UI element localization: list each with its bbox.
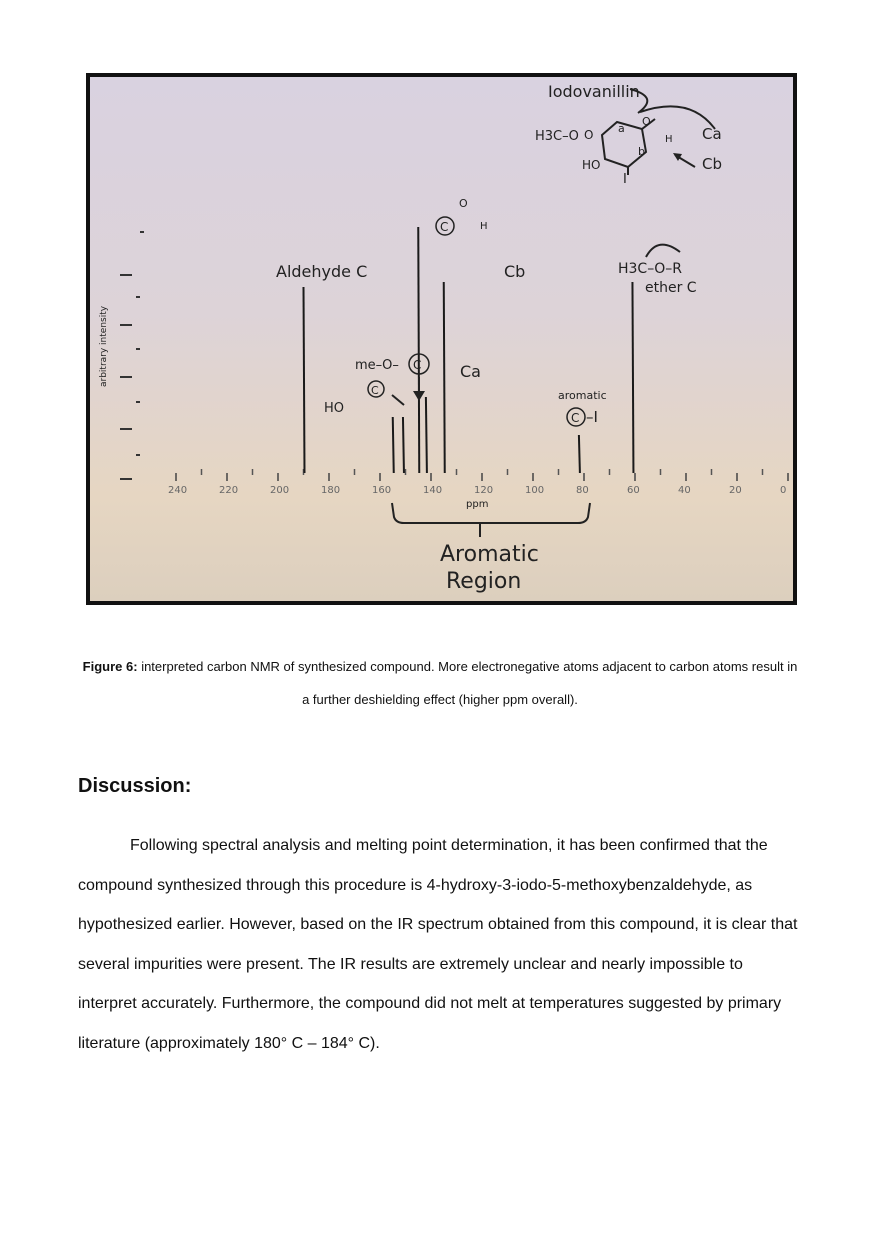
x-tick-label: 140 — [423, 485, 443, 496]
x-tick-label: 200 — [270, 485, 290, 496]
carbonyl-h-label: H — [480, 221, 488, 232]
x-axis — [168, 469, 788, 496]
x-tick-label: 100 — [525, 485, 545, 496]
x-tick-label: 120 — [474, 485, 494, 496]
cb-peak-label: Cb — [504, 262, 526, 281]
discussion-text: Following spectral analysis and melting point determination, it has been confirmed that the compound synthesized through this procedure is 4-hydroxy-3-iodo-5-methoxybenzaldehyde, as hypothesized earlier. However, based on the IR spectrum obtained from this compound, it is clear that several impurities were present. The IR results are extremely unclear and nearly impossible to interpret accurately. Furthermore, the compound did not melt at temperatures suggested by primary literature (approximately 180° C – 184° C). — [78, 837, 798, 1052]
nmr-peak — [579, 435, 580, 473]
caption-text: interpreted carbon NMR of synthesized compound. More electronegative atoms adjacent to carbon atoms result in a further deshielding effect (higher ppm overall). — [137, 659, 798, 707]
nmr-peak — [444, 282, 445, 473]
discussion-paragraph — [78, 826, 802, 1064]
x-axis-label: ppm — [466, 499, 489, 510]
aromatic-region-brace — [392, 503, 590, 523]
aromatic-region-label-2: Region — [446, 569, 522, 594]
x-tick-label: 240 — [168, 485, 188, 496]
nmr-peak — [632, 282, 633, 473]
aromatic-label: aromatic — [558, 389, 607, 402]
structure-hydroxy: HO — [582, 158, 601, 172]
ca-peak-label: Ca — [460, 362, 481, 381]
y-axis-label: arbitrary intensity — [99, 305, 109, 387]
aldehyde-c-label: Aldehyde C — [276, 262, 368, 281]
structure-ring-b: b — [638, 145, 645, 158]
structure-ring-o: O — [584, 128, 594, 142]
nmr-peak — [304, 287, 305, 473]
meo-label: me–O– — [355, 358, 399, 373]
x-tick-label: 60 — [627, 485, 640, 496]
x-tick-label: 160 — [372, 485, 392, 496]
structure-title: Iodovanillin — [548, 82, 640, 101]
x-tick-label: 20 — [729, 485, 742, 496]
nmr-peak — [393, 417, 394, 473]
meo-c-label: C — [413, 358, 422, 372]
nmr-peak — [403, 417, 404, 473]
x-tick-label: 0 — [780, 485, 787, 496]
aromatic-ci-label: –I — [586, 408, 598, 426]
ho-label: HO — [324, 401, 345, 416]
caption-label: Figure 6: — [82, 659, 138, 674]
x-tick-label: 80 — [576, 485, 589, 496]
structure-cb-label: Cb — [702, 155, 722, 173]
structure-iodine: I — [623, 172, 627, 187]
aromatic-region-label: Aromatic — [440, 542, 539, 567]
carbonyl-c-label: C — [440, 220, 449, 234]
structure-ca-label: Ca — [702, 125, 722, 143]
ho-c-label: C — [371, 384, 379, 397]
structure-aldehyde-h: H — [665, 134, 673, 145]
structure-carbonyl-o: O — [642, 115, 651, 128]
nmr-figure — [86, 73, 797, 605]
ether-c-label: ether C — [645, 280, 697, 296]
x-tick-label: 220 — [219, 485, 239, 496]
structure-methoxy: H3C–O — [535, 129, 579, 144]
discussion-heading: Discussion: — [78, 775, 192, 797]
x-tick-label: 180 — [321, 485, 341, 496]
carbonyl-o-label: O — [459, 197, 468, 210]
nmr-peak — [426, 397, 427, 473]
nmr-peak — [418, 227, 419, 473]
aromatic-c-label: C — [571, 411, 580, 425]
nmr-sketch — [90, 77, 793, 601]
ether-formula-label: H3C–O–R — [618, 261, 682, 277]
x-tick-label: 40 — [678, 485, 691, 496]
structure-ring-a: a — [618, 122, 625, 135]
figure-caption — [80, 650, 800, 716]
